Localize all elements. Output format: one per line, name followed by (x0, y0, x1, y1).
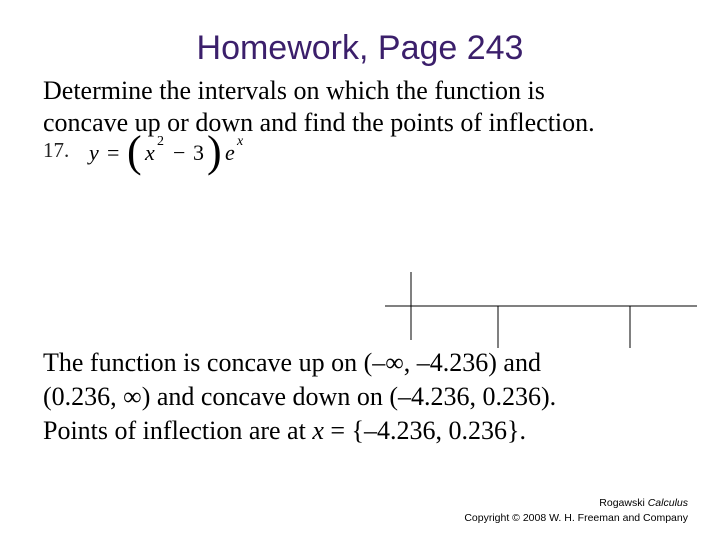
answer-line-1: The function is concave up on (–∞, –4.236) and (43, 348, 541, 377)
function-equation (89, 127, 289, 180)
footer-credit (464, 496, 688, 526)
prompt-line-1: Determine the intervals on which the function is (43, 76, 545, 105)
answer-line-3-suffix: = {–4.236, 0.236}. (323, 416, 526, 445)
equation-minus: − (173, 140, 186, 165)
footer-book: Calculus (647, 497, 688, 509)
equation-x: x (145, 140, 155, 165)
footer-book-line (464, 496, 688, 511)
equation-exponent-2: 2 (157, 134, 164, 149)
sign-chart (380, 272, 700, 352)
answer-text (43, 346, 703, 448)
equation-open-paren: ( (127, 127, 142, 176)
equation-equals: = (107, 140, 120, 165)
equation-exponent-x: x (237, 134, 244, 149)
problem-number: 17. (43, 138, 70, 162)
answer-line-3 (43, 414, 703, 448)
slide-title: Homework, Page 243 (196, 29, 524, 67)
equation-e: e (225, 140, 235, 165)
footer-copyright: Copyright © 2008 W. H. Freeman and Company (464, 512, 688, 524)
answer-line-3-prefix: Points of inflection are at (43, 416, 313, 445)
prompt-line-2: concave up or down and find the points of inflection. (43, 108, 595, 137)
equation-lhs: y (89, 140, 99, 165)
answer-line-2: (0.236, ∞) and concave down on (–4.236, 0.236). (43, 382, 557, 411)
equation-three: 3 (193, 140, 204, 165)
equation-close-paren: ) (207, 127, 222, 176)
footer-author: Rogawski (599, 497, 645, 509)
answer-variable-x: x (312, 416, 324, 445)
